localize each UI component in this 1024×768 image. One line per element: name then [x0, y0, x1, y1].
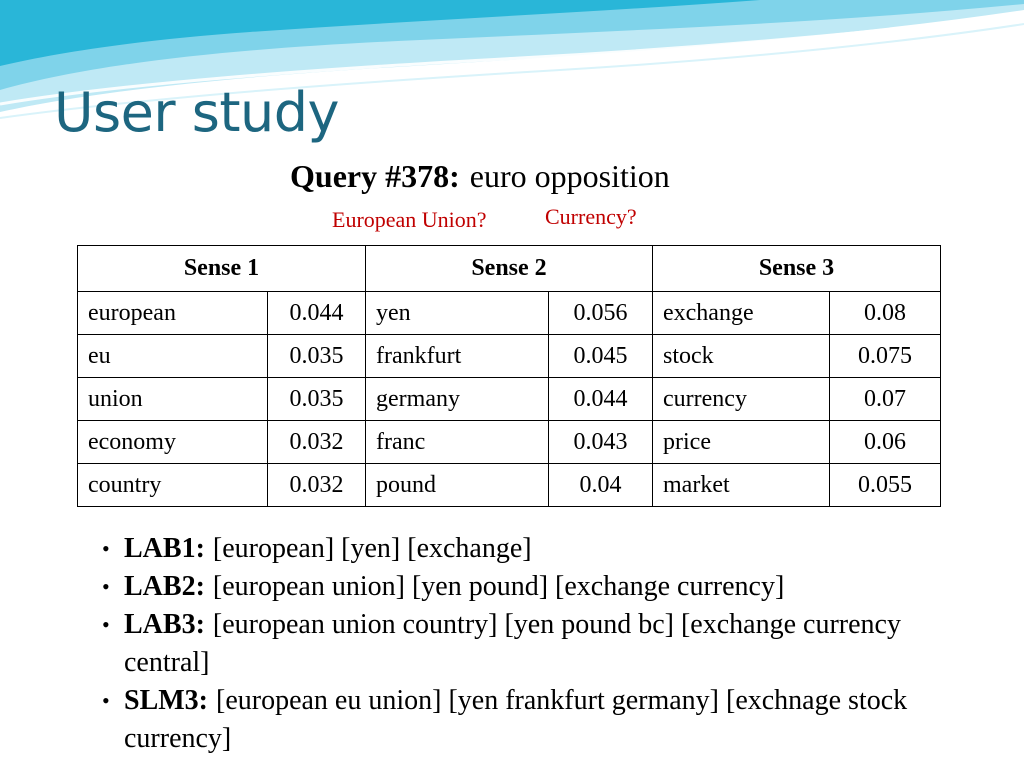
sense-guess-currency: Currency? — [545, 204, 637, 229]
sense-guess-european-union: European Union? — [332, 207, 487, 232]
sense-2-score: 0.056 — [549, 292, 653, 335]
bullet-icon: • — [102, 574, 110, 599]
sense-3-score: 0.07 — [830, 378, 941, 421]
sense-3-header: Sense 3 — [653, 246, 941, 292]
sense-table — [77, 245, 941, 507]
sense-table-header — [78, 246, 941, 292]
method-labels-text: [european union country] [yen pound bc] [exchange currency central] — [124, 609, 901, 678]
sense-1-word: union — [78, 378, 268, 421]
sense-2-score: 0.043 — [549, 421, 653, 464]
sense-2-word: franc — [366, 421, 549, 464]
bullet-icon: • — [102, 612, 110, 637]
table-row — [78, 292, 941, 335]
sense-1-score: 0.044 — [268, 292, 366, 335]
method-labels-text: [european union] [yen pound] [exchange currency] — [212, 571, 785, 602]
list-item — [102, 606, 962, 682]
table-row — [78, 378, 941, 421]
sense-2-word: yen — [366, 292, 549, 335]
sense-3-score: 0.08 — [830, 292, 941, 335]
method-label: LAB3: — [124, 609, 205, 640]
sense-3-word: stock — [653, 335, 830, 378]
method-label: LAB2: — [124, 571, 205, 602]
sense-1-word: economy — [78, 421, 268, 464]
table-row — [78, 464, 941, 507]
query-label: Query #378: — [290, 158, 460, 194]
sense-2-word: germany — [366, 378, 549, 421]
method-labels-text: [european eu union] [yen frankfurt germany] [exchnage stock currency] — [124, 685, 908, 754]
sense-2-score: 0.044 — [549, 378, 653, 421]
label-results-list — [102, 530, 962, 758]
sense-1-score: 0.032 — [268, 421, 366, 464]
sense-3-score: 0.06 — [830, 421, 941, 464]
method-label: SLM3: — [124, 685, 208, 716]
query-line — [290, 160, 670, 192]
sense-3-word: exchange — [653, 292, 830, 335]
query-text: euro opposition — [469, 158, 670, 194]
list-item — [102, 568, 962, 606]
sense-3-word: currency — [653, 378, 830, 421]
list-item — [102, 682, 962, 758]
sense-2-word: pound — [366, 464, 549, 507]
sense-1-word: country — [78, 464, 268, 507]
sense-2-word: frankfurt — [366, 335, 549, 378]
method-label: LAB1: — [124, 533, 205, 564]
list-item — [102, 530, 962, 568]
bullet-icon: • — [102, 688, 110, 713]
table-row — [78, 421, 941, 464]
sense-3-word: market — [653, 464, 830, 507]
sense-2-score: 0.04 — [549, 464, 653, 507]
method-labels-text: [european] [yen] [exchange] — [212, 533, 532, 564]
sense-2-header: Sense 2 — [366, 246, 653, 292]
bullet-icon: • — [102, 536, 110, 561]
sense-1-score: 0.032 — [268, 464, 366, 507]
sense-1-header: Sense 1 — [78, 246, 366, 292]
table-row — [78, 335, 941, 378]
sense-3-score: 0.075 — [830, 335, 941, 378]
slide-title: User study — [54, 81, 340, 144]
sense-1-score: 0.035 — [268, 335, 366, 378]
sense-1-word: eu — [78, 335, 268, 378]
sense-3-score: 0.055 — [830, 464, 941, 507]
sense-2-score: 0.045 — [549, 335, 653, 378]
sense-3-word: price — [653, 421, 830, 464]
sense-1-word: european — [78, 292, 268, 335]
sense-1-score: 0.035 — [268, 378, 366, 421]
